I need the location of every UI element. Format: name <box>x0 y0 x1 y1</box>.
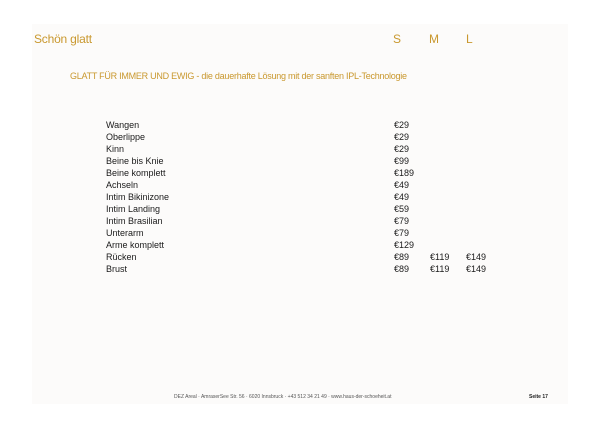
table-row <box>106 119 506 131</box>
price-s: €129 <box>394 240 415 250</box>
price-s: €79 <box>394 216 410 226</box>
table-row <box>106 167 506 179</box>
treatment-name: Beine komplett <box>106 168 166 178</box>
table-row <box>106 191 506 203</box>
table-row <box>106 131 506 143</box>
treatment-name: Arme komplett <box>106 240 165 250</box>
size-header-l: L <box>466 32 473 46</box>
table-row <box>106 215 506 227</box>
table-row <box>106 179 506 191</box>
price-l: €149 <box>466 264 487 274</box>
price-table <box>106 119 506 275</box>
table-row <box>106 239 506 251</box>
price-s: €89 <box>394 264 410 274</box>
price-s: €79 <box>394 228 410 238</box>
price-s: €59 <box>394 204 410 214</box>
footer-address: DEZ Areal · AmraserSee Str. 56 · 6020 Innsbruck · +43 512 34 21 49 · www.haus-der-schoeheit.at <box>174 394 392 400</box>
price-s: €29 <box>394 144 410 154</box>
price-s: €49 <box>394 192 410 202</box>
size-header-m: M <box>429 32 439 46</box>
price-s: €189 <box>394 168 415 178</box>
table-row <box>106 251 506 263</box>
treatment-name: Beine bis Knie <box>106 156 164 166</box>
price-s: €89 <box>394 252 410 262</box>
price-m: €119 <box>430 264 450 274</box>
price-l: €149 <box>466 252 487 262</box>
price-s: €29 <box>394 120 410 130</box>
table-row <box>106 263 506 275</box>
price-m: €119 <box>430 252 450 262</box>
treatment-name: Brust <box>106 264 128 274</box>
treatment-name: Unterarm <box>106 228 144 238</box>
price-s: €49 <box>394 180 410 190</box>
treatment-name: Wangen <box>106 120 140 130</box>
treatment-name: Intim Bikinizone <box>106 192 170 202</box>
treatment-name: Rücken <box>106 252 137 262</box>
treatment-name: Intim Landing <box>106 204 161 214</box>
price-s: €29 <box>394 132 410 142</box>
page-title: Schön glatt <box>34 32 92 46</box>
table-row <box>106 227 506 239</box>
table-row <box>106 143 506 155</box>
price-s: €99 <box>394 156 410 166</box>
treatment-name: Kinn <box>106 144 125 154</box>
subtitle: GLATT FÜR IMMER UND EWIG - die dauerhafte Lösung mit der sanften IPL-Technologie <box>70 71 407 81</box>
size-header-s: S <box>393 32 402 46</box>
table-row <box>106 155 506 167</box>
treatment-name: Intim Brasilian <box>106 216 163 226</box>
page-number: Seite 17 <box>529 394 548 400</box>
treatment-name: Achseln <box>106 180 139 190</box>
table-row <box>106 203 506 215</box>
treatment-name: Oberlippe <box>106 132 146 142</box>
